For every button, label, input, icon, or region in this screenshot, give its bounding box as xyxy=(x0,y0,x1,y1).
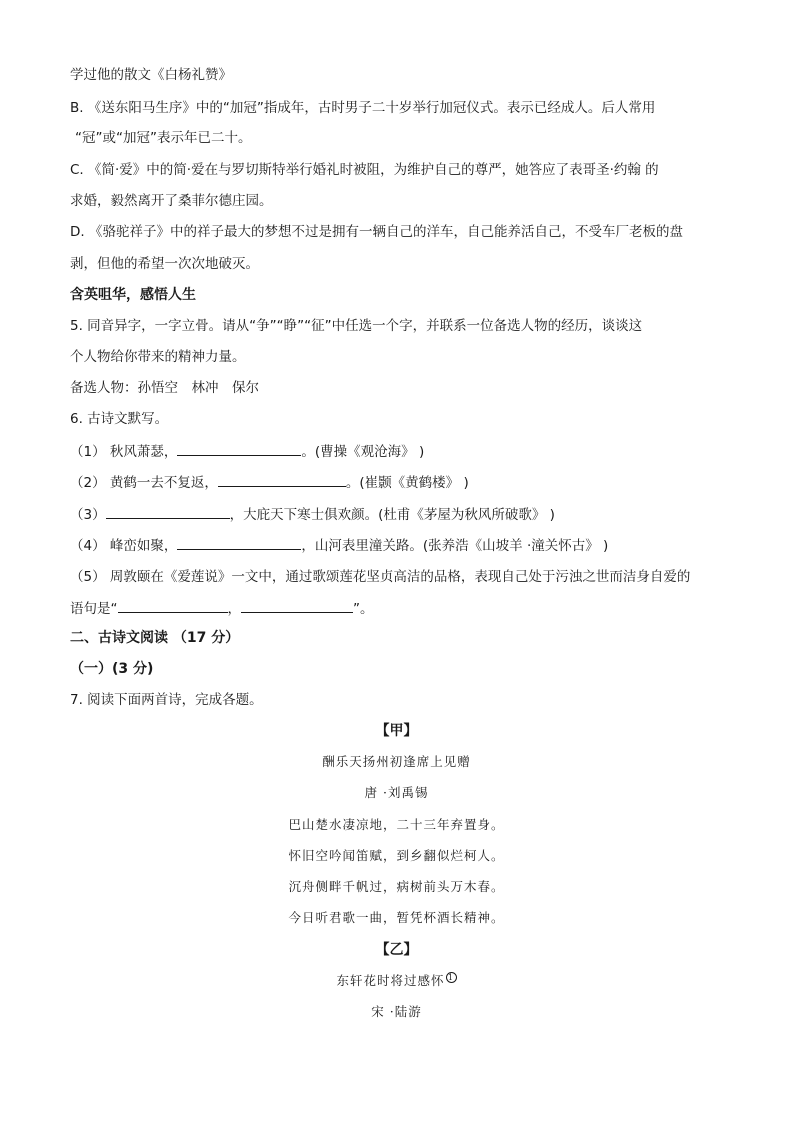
poem-yi-title: 东轩花时将过感怀 xyxy=(336,973,445,989)
question-6-5-line2 xyxy=(70,598,374,619)
poem-jia-line: 今日听君歌一曲，暂凭杯酒长精神。 xyxy=(288,910,505,925)
answer-blank xyxy=(177,441,301,456)
q6-2-prefix: （2） 黄鹤一去不复返， xyxy=(70,475,218,491)
question-5-line2: 个人物给你带来的精神力量。 xyxy=(70,349,246,365)
q6-3-prefix: （3） xyxy=(70,507,106,523)
question-5-candidates: 备选人物：孙悟空 林冲 保尔 xyxy=(70,380,259,396)
poem-jia-author: 唐 ·刘禹锡 xyxy=(364,785,429,800)
answer-blank xyxy=(218,472,346,487)
q6-5-prefix: 语句是“ xyxy=(70,601,118,617)
poem-jia-title: 酬乐天扬州初逢席上见赠 xyxy=(322,754,471,769)
option-c-line1: C. 《简·爱》中的简·爱在与罗切斯特举行婚礼时被阻，为维护自己的尊严，她答应了表哥圣·约翰 的 xyxy=(70,162,659,178)
option-c-line2: 求婚，毅然离开了桑菲尔德庄园。 xyxy=(70,193,273,209)
option-b-line1: B. 《送东阳马生序》中的“加冠”指成年，古时男子二十岁举行加冠仪式。表示已经成人。后人常用 xyxy=(70,100,656,116)
poem-yi-marker: 【乙】 xyxy=(375,942,418,958)
question-6-5-line1: （5） 周敦颐在《爱莲说》一文中，通过歌颂莲花坚贞高洁的品格，表现自己处于污浊之世而洁身自爱的 xyxy=(70,569,691,585)
answer-blank xyxy=(177,535,301,550)
footnote-marker: 1 xyxy=(446,972,457,983)
question-7: 7. 阅读下面两首诗，完成各题。 xyxy=(70,692,263,708)
q6-4-source: ，山河表里潼关路。(张养浩《山坡羊 ·潼关怀古》 ) xyxy=(301,538,609,554)
poem-jia-line: 巴山楚水凄凉地，二十三年弃置身。 xyxy=(288,817,505,832)
q6-3-source: ，大庇天下寒士俱欢颜。(杜甫《茅屋为秋风所破歌》 ) xyxy=(229,507,555,523)
q6-5-suffix: ”。 xyxy=(353,601,374,617)
question-6-3 xyxy=(70,504,555,525)
answer-blank xyxy=(241,598,353,613)
poem-yi-author: 宋 ·陆游 xyxy=(371,1004,422,1019)
poem-jia-line: 怀旧空吟闻笛赋，到乡翻似烂柯人。 xyxy=(288,848,505,863)
section-heading: 含英咀华，感悟人生 xyxy=(70,287,196,303)
question-6-4 xyxy=(70,535,608,556)
text-line: 学过他的散文《白杨礼赞》 xyxy=(70,67,232,83)
poem-jia-marker: 【甲】 xyxy=(375,723,418,739)
answer-blank xyxy=(106,504,230,519)
question-6: 6. 古诗文默写。 xyxy=(70,411,169,427)
q6-4-prefix: （4） 峰峦如聚， xyxy=(70,538,178,554)
answer-blank xyxy=(118,598,228,613)
poem-yi-title-row xyxy=(0,972,793,990)
subsection-heading: （一）(3 分) xyxy=(70,661,154,677)
q6-1-source: 。(曹操《观沧海》 ) xyxy=(301,444,425,460)
option-d-line2: 剥，但他的希望一次次地破灭。 xyxy=(70,256,259,272)
q6-5-separator: ， xyxy=(227,601,241,617)
part-two-heading: 二、古诗文阅读 （17 分） xyxy=(70,630,240,646)
q6-2-source: 。(崔颢《黄鹤楼》 ) xyxy=(345,475,469,491)
option-d-line1: D. 《骆驼祥子》中的祥子最大的梦想不过是拥有一辆自己的洋车，自己能养活自己，不受车厂老板的盘 xyxy=(70,224,683,240)
option-b-line2: “冠”或“加冠”表示年已二十。 xyxy=(75,130,252,146)
question-6-2 xyxy=(70,472,469,493)
poem-jia-line: 沉舟侧畔千帆过，病树前头万木春。 xyxy=(288,879,505,894)
question-6-1 xyxy=(70,441,424,462)
question-5-line1: 5. 同音异字，一字立骨。请从“争”“睁”“征”中任选一个字，并联系一位备选人物的经历，谈谈这 xyxy=(70,318,643,334)
q6-1-prefix: （1） 秋风萧瑟， xyxy=(70,444,178,460)
